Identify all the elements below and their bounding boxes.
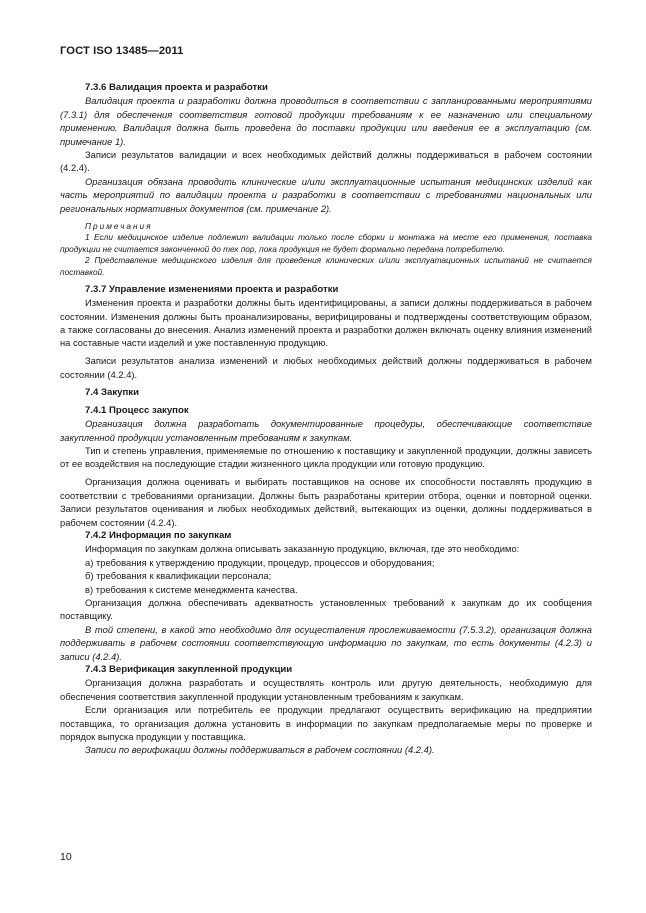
paragraph: Записи результатов анализа изменений и любых необходимых действий должны поддерживаться в рабочем состоянии (4.2.4). [60, 355, 592, 380]
paragraph: Валидация проекта и разработки должна проводиться в соответствии с запланированными мероприятиями (7.3.1) для обеспечения соответствия готовой продукции требованиям к ее назначению или специальному применению. Валидация должна быть проведена до поставки продукции или введения ее в эксплуатацию (см. примечание 1). [60, 95, 592, 147]
paragraph: Организация обязана проводить клинические и/или эксплуатационные испытания медицинских изделий как часть мероприятий по валидации проекта и разработки в соответствии с требованиями национальных или региональных нормативных документов (см. примечание 2). [60, 175, 592, 214]
page-number: 10 [60, 851, 72, 863]
paragraph: Организация должна обеспечивать адекватность установленных требований к закупкам до их сообщения поставщику. [60, 597, 592, 622]
paragraph: Организация должна разработать и осуществлять контроль или другую деятельность, необходимую для обеспечения соответствия закупленной продукции установленным требованиям к закупкам. [60, 677, 592, 702]
paragraph: Если организация или потребитель ее продукции предлагают осуществить верификацию на предприятии поставщика, то организация должна установить в информации по закупкам предполагаемые меры по проверке и порядок выпуска продукции у поставщика. [60, 704, 592, 743]
list-item-a: а) требования к утверждению продукции, процедур, процессов и оборудования; [85, 556, 435, 568]
paragraph: Информация по закупкам должна описывать заказанную продукцию, включая, где это необходимо: [85, 543, 520, 555]
note-1: 1 Если медицинское изделие подлежит валидации только после сборки и монтажа на месте его применения, поставка продукции не считается законченной до тех пор, пока продукция не будет формально передана потребителю. [60, 232, 592, 254]
paragraph: Изменения проекта и разработки должны быть идентифицированы, а записи должны поддерживаться в рабочем состоянии. Изменения должны быть проанализированы, верифицированы и подтверждены соответствующим образом, а также согласованы до внесения. Анализ изменений проекта и разработки должен включать оценку влияния изменений на составные части изделий и уже поставленную продукцию. [60, 297, 592, 349]
section-heading-7-4-2: 7.4.2 Информация по закупкам [85, 529, 232, 541]
list-item-b: б) требования к квалификации персонала; [85, 570, 272, 582]
paragraph: В той степени, в какой это необходимо для осуществления прослеживаемости (7.5.3.2), организация должна поддерживать в рабочем состоянии соответствующую информацию по закупкам, то есть документы (4.2.3) и записи (4.2.4). [60, 623, 592, 662]
notes-title: Примечания [85, 221, 153, 232]
note-2: 2 Представление медицинского изделия для проведения клинических и/или эксплуатационных испытаний не считается поставкой. [60, 255, 592, 277]
section-heading-7-3-7: 7.3.7 Управление изменениями проекта и разработки [85, 283, 339, 295]
section-heading-7-4: 7.4 Закупки [85, 386, 139, 398]
paragraph: Записи результатов валидации и всех необходимых действий должны поддерживаться в рабочем состоянии (4.2.4). [60, 149, 592, 174]
paragraph: Записи по верификации должны поддерживаться в рабочем состоянии (4.2.4). [85, 744, 435, 756]
document-body [60, 81, 592, 757]
document-header: ГОСТ ISO 13485—2011 [60, 45, 184, 57]
section-heading-7-3-6: 7.3.6 Валидация проекта и разработки [85, 82, 268, 93]
paragraph: Организация должна разработать документированные процедуры, обеспечивающие соответствие закупленной продукции установленным требованиям к закупкам. [60, 418, 592, 443]
list-item-c: в) требования к системе менеджмента качества. [85, 583, 298, 595]
section-heading-7-4-1: 7.4.1 Процесс закупок [85, 404, 189, 416]
paragraph: Организация должна оценивать и выбирать поставщиков на основе их способности поставлять продукцию в соответствии с требованиями организации. Должны быть разработаны критерии отбора, оценки и повторной оценки. Записи результатов оценивания и любых необходимых действий, вытекающих из оценки, должны поддерживаться в рабочем состоянии (4.2.4). [60, 476, 592, 528]
paragraph: Тип и степень управления, применяемые по отношению к поставщику и закупленной продукции, должны зависеть от ее воздействия на последующие стадии жизненного цикла продукции или готовую продукцию. [60, 444, 592, 470]
section-heading-7-4-3: 7.4.3 Верификация закупленной продукции [85, 664, 293, 676]
